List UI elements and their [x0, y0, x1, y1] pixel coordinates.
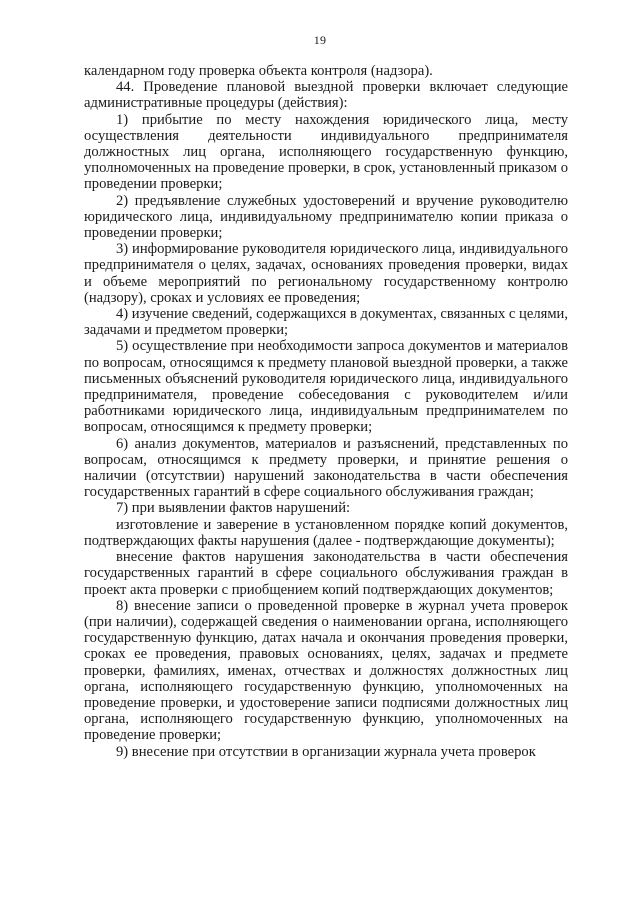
page-number: 19: [313, 33, 327, 47]
list-item-7-sub-2: внесение фактов нарушения законодательства в части обеспечения государственных гарантий в сфере социального обслуживания граждан в проект акта проверки с приобщением копий подтверждающих документов;: [84, 549, 568, 598]
list-item-3: 3) информирование руководителя юридического лица, индивидуального предпринимателя о целях, задачах, основаниях проведения проверки, видах и объеме мероприятий по региональному государственному контролю (надзору), сроках и условиях ее проведения;: [84, 241, 568, 306]
document-body: [84, 63, 568, 760]
list-item-7: 7) при выявлении фактов нарушений:: [116, 500, 351, 517]
list-item-5: 5) осуществление при необходимости запроса документов и материалов по вопросам, относящимся к предмету плановой выездной проверки, а также письменных объяснений руководителя юридического лица, индивидуального предпринимателя, проведение собеседования с руководителем и/или работниками юридического лица, индивидуальным предпринимателем по вопросам, относящимся к предмету проверки;: [84, 338, 568, 436]
list-item-9: 9) внесение при отсутствии в организации журнала учета проверок: [116, 743, 536, 760]
list-item-2: 2) предъявление служебных удостоверений и вручение руководителю юридического лица, индивидуальному предпринимателю копии приказа о проведении проверки;: [84, 192, 568, 242]
list-item-8: 8) внесение записи о проведенной проверке в журнал учета проверок (при наличии), содержащей сведения о наименовании органа, исполняющего государственную функцию, датах начала и окончания проведения проверки, сроках ее проведения, правовых основаниях, целях, задачах и предмете проверки, фамилиях, именах, отчествах и должностях должностных лиц органа, исполняющего государственную функцию, уполномоченных на проведение проверки, и удостоверение записи подписями должностных лиц органа, исполняющего государственную функцию, уполномоченных на проведение проверки;: [84, 597, 568, 744]
list-item-1: 1) прибытие по месту нахождения юридического лица, месту осуществления деятельности индивидуального предпринимателя должностных лиц органа, исполняющего государственную функцию, уполномоченных на проведение проверки, в срок, установленный приказом о проведении проверки;: [84, 111, 568, 193]
paragraph-44: 44. Проведение плановой выездной проверки включает следующие административные процедуры (действия):: [84, 79, 568, 112]
list-item-7-sub-1: изготовление и заверение в установленном порядке копий документов, подтверждающих факты нарушения (далее - подтверждающие документы);: [84, 516, 568, 549]
list-item-4: 4) изучение сведений, содержащихся в документах, связанных с целями, задачами и предметом проверки;: [84, 306, 569, 339]
list-item-6: 6) анализ документов, материалов и разъяснений, представленных по вопросам, относящимся к предмету проверки, и принятие решения о наличии (отсутствии) нарушений законодательства в части обеспечения государственных гарантий в сфере социального обслуживания граждан;: [84, 435, 568, 501]
paragraph-continuation: календарном году проверка объекта контроля (надзора).: [84, 63, 433, 79]
